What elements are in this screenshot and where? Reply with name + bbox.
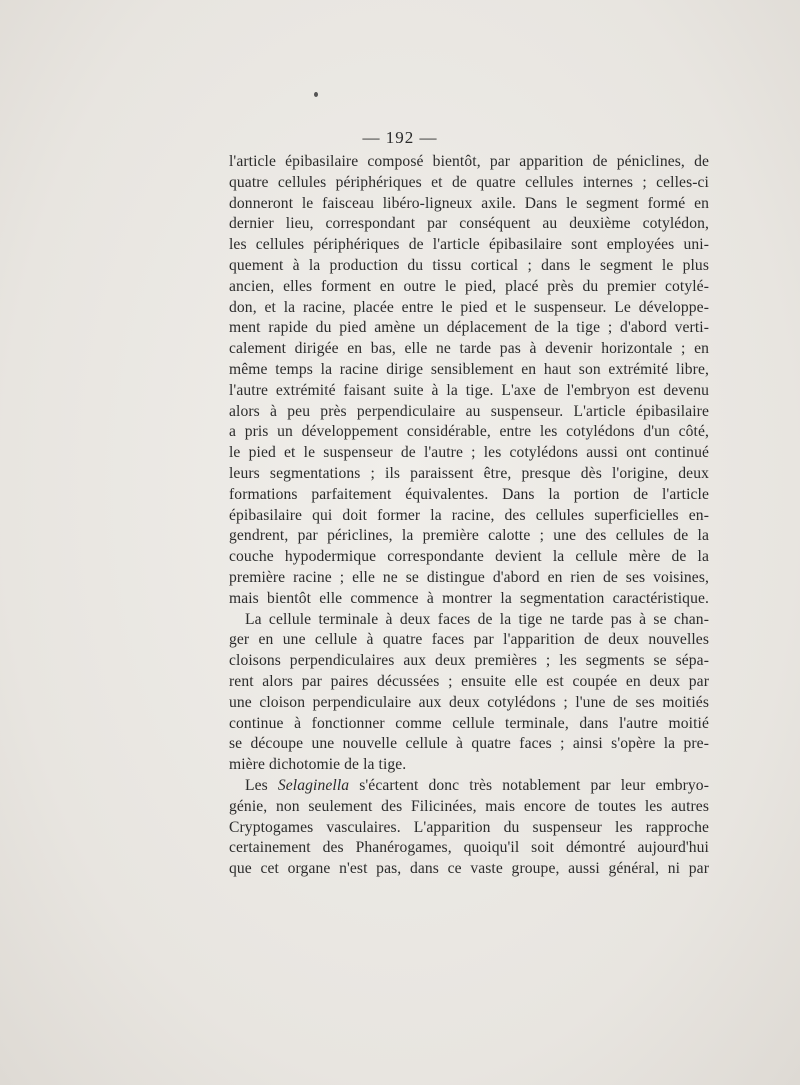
body-text bbox=[229, 152, 709, 880]
paragraph-3 bbox=[229, 776, 709, 880]
text-line: l'article épibasilaire composé bientôt, par apparition de péniclines, de bbox=[229, 153, 709, 170]
text-line: La cellule terminale à deux faces de la tige ne tarde pas à se chan- bbox=[245, 610, 709, 628]
text-line: leurs segmentations ; ils paraissent être, presque dès l'origine, deux bbox=[229, 464, 709, 482]
text-line: ger en une cellule à quatre faces par l'apparition de deux nouvelles bbox=[229, 631, 709, 649]
text-line: alors à peu près perpendiculaire au suspenseur. L'article épibasilaire bbox=[229, 402, 709, 420]
text-line: cloisons perpendiculaires aux deux premières ; les segments se sépa- bbox=[229, 652, 709, 670]
paragraph-2 bbox=[229, 610, 709, 776]
text-line: rent alors par paires décussées ; ensuite elle est coupée en deux par bbox=[229, 672, 709, 690]
text-line: quatre cellules périphériques et de quatre cellules internes ; celles-ci bbox=[229, 173, 709, 191]
text-line: formations parfaitement équivalentes. Dans la portion de l'article bbox=[229, 485, 709, 503]
text-line: les cellules périphériques de l'article épibasilaire sont employées uni- bbox=[229, 236, 709, 254]
text-line: l'autre extrémité faisant suite à la tige. L'axe de l'embryon est devenu bbox=[229, 381, 709, 399]
text-line: épibasilaire qui doit former la racine, des cellules superficielles en- bbox=[229, 506, 709, 524]
page-number: — 192 — bbox=[362, 128, 438, 147]
text-line: mière dichotomie de la tige. bbox=[229, 756, 407, 774]
text-line: calement dirigée en bas, elle ne tarde pas à devenir horizontale ; en bbox=[229, 340, 709, 358]
text-line: ancien, elles forment en outre le pied, placé près du premier cotylé- bbox=[229, 277, 709, 295]
text-line: génie, non seulement des Filicinées, mais encore de toutes les autres bbox=[229, 797, 709, 815]
text-line: mais bientôt elle commence à montrer la segmentation caractéristique. bbox=[229, 589, 709, 607]
text-line: dernier lieu, correspondant par conséquent au deuxième cotylédon, bbox=[229, 215, 709, 233]
ink-speck bbox=[314, 92, 318, 97]
text-line: don, et la racine, placée entre le pied et le suspenseur. Le développe- bbox=[229, 298, 709, 316]
text-line: couche hypodermique correspondante devient la cellule mère de la bbox=[229, 548, 709, 566]
text-line bbox=[229, 776, 709, 797]
text-line: donneront le faisceau libéro-ligneux axile. Dans le segment formé en bbox=[229, 194, 709, 212]
text-line: le pied et le suspenseur de l'autre ; les cotylédons aussi ont continué bbox=[229, 444, 709, 462]
paragraph-1 bbox=[229, 152, 709, 610]
text-line: que cet organe n'est pas, dans ce vaste groupe, aussi général, ni par bbox=[229, 860, 709, 878]
text-line: certainement des Phanérogames, quoiqu'il soit démontré aujourd'hui bbox=[229, 839, 709, 857]
text-line: ment rapide du pied amène un déplacement de la tige ; d'abord verti- bbox=[229, 319, 709, 337]
text-line: même temps la racine dirige sensiblement en haut son extrémité libre, bbox=[229, 360, 709, 378]
genus-name: Selaginella bbox=[277, 776, 350, 794]
text-fragment: s'écartent donc très notablement par leur embryo- bbox=[349, 776, 709, 794]
text-line: se découpe une nouvelle cellule à quatre faces ; ainsi s'opère la pre- bbox=[229, 735, 709, 753]
text-line: une cloison perpendiculaire aux deux cotylédons ; l'une de ses moitiés bbox=[229, 693, 709, 711]
text-line: première racine ; elle ne se distingue d'abord en rien de ses voisines, bbox=[229, 568, 709, 586]
text-line: quement à la production du tissu cortical ; dans le segment le plus bbox=[229, 256, 709, 274]
text-line: gendrent, par périclines, la première calotte ; une des cellules de la bbox=[229, 527, 709, 545]
text-line: Cryptogames vasculaires. L'apparition du suspenseur les rapproche bbox=[229, 818, 709, 836]
text-line: a pris un développement considérable, entre les cotylédons d'un côté, bbox=[229, 423, 709, 441]
text-line: continue à fonctionner comme cellule terminale, dans l'autre moitié bbox=[229, 714, 709, 732]
text-fragment: Les bbox=[245, 776, 278, 794]
